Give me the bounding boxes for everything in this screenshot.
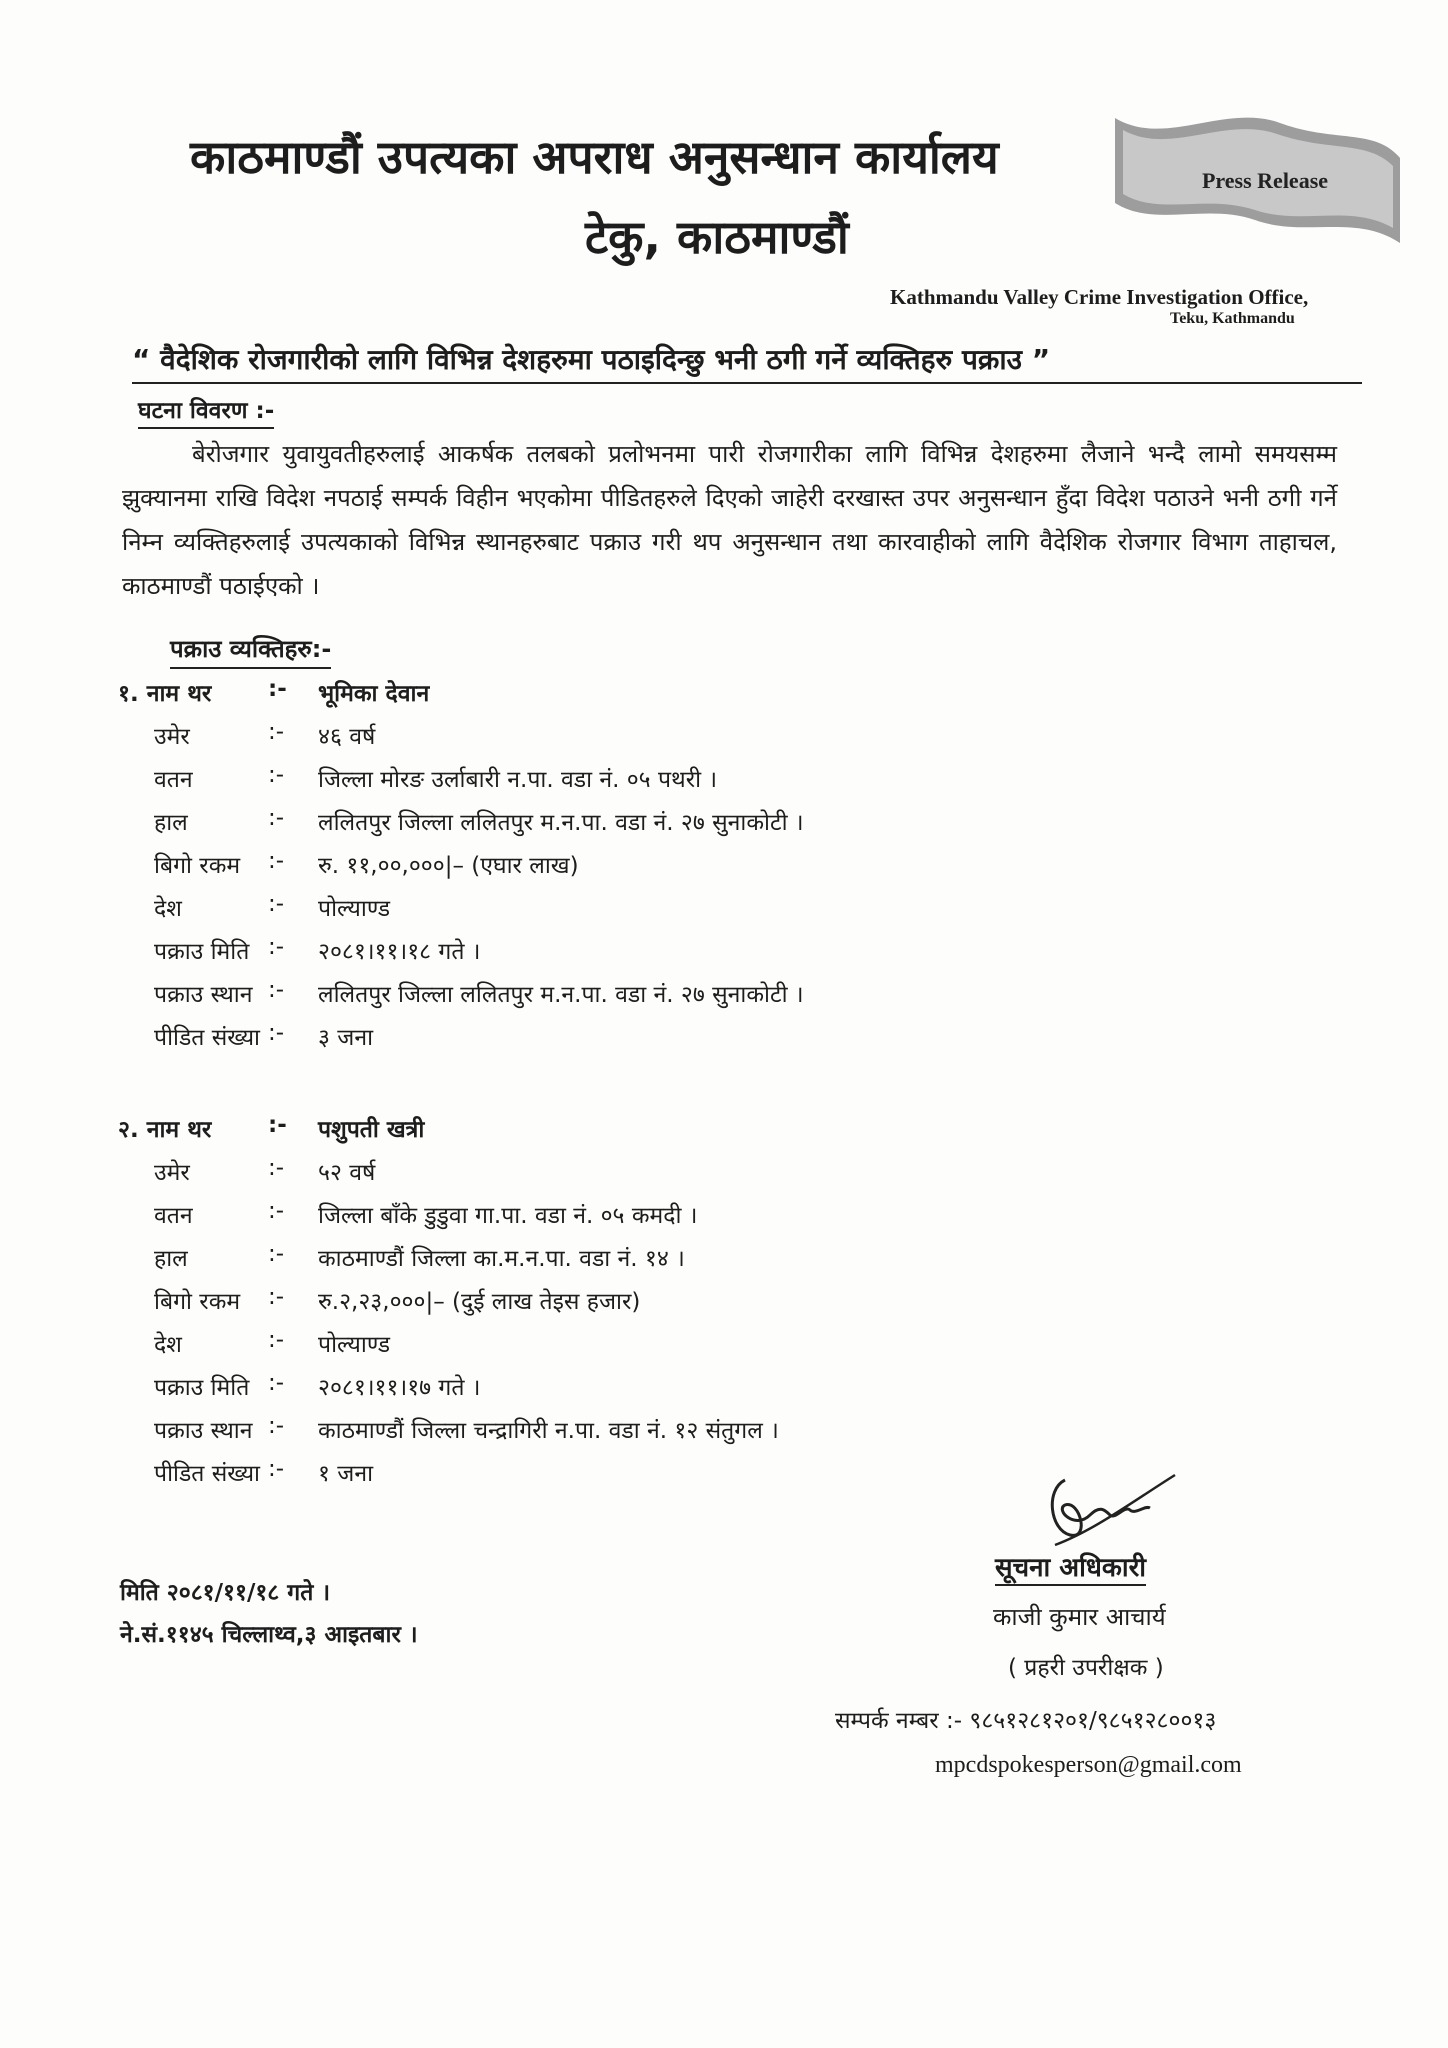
arrested-persons-label: पक्राउ व्यक्तिहरु:- (170, 632, 331, 669)
separator: :- (268, 805, 285, 831)
separator: :- (268, 977, 285, 1003)
contact-email[interactable]: mpcdspokesperson@gmail.com (935, 1752, 1242, 1778)
incident-heading: घटना विवरण :- (138, 393, 274, 429)
field-value: ३ जना (318, 1025, 374, 1051)
field-value: रु. ११,००,०००|– (एघार लाख) (318, 853, 579, 879)
field-value: रु.२,२३,०००|– (दुई लाख तेइस हजार) (318, 1289, 641, 1315)
separator: :- (268, 1327, 285, 1353)
field-label: पक्राउ मिति (154, 939, 250, 965)
field-label: देश (154, 1332, 182, 1358)
incident-paragraph: बेरोजगार युवायुवतीहरुलाई आकर्षक तलबको प्रलोभनमा पारी रोजगारीका लागि विभिन्न देशहरुमा लैजाने भन्दै लामो समयसम्म झुक्यानमा राखि विदेश नपठाई सम्पर्क विहीन भएकोमा पीडितहरुले दिएको जाहेरी दरखास्त उपर अनुसन्धान हुँदा विदेश पठाउने भनी ठगी गर्ने निम्न व्यक्तिहरुलाई उपत्यकाको विभिन्न स्थानहरुबाट पक्राउ गरी थप अनुसन्धान तथा कारवाहीको लागि वैदेशिक रोजगार विभाग ताहाचल, काठमाण्डौं पठाईएको । (122, 440, 1337, 600)
headline: “ वैदेशिक रोजगारीको लागि विभिन्न देशहरुमा पठाइदिन्छु भनी ठगी गर्ने व्यक्तिहरु पक्राउ ” (132, 340, 1362, 384)
field-value: काठमाण्डौं जिल्ला चन्द्रागिरी न.पा. वडा नं. १२ संतुगल । (318, 1418, 779, 1444)
separator: :- (268, 762, 285, 788)
field-value: ललितपुर जिल्ला ललितपुर म.न.पा. वडा नं. २७ सुनाकोटी । (318, 982, 804, 1008)
field-value: काठमाण्डौं जिल्ला का.म.न.पा. वडा नं. १४ । (318, 1246, 685, 1272)
separator: :- (268, 934, 285, 960)
separator: :- (268, 1456, 285, 1482)
person-name-label: १. नाम थर (118, 681, 212, 707)
person-name-label: २. नाम थर (118, 1117, 212, 1143)
separator: :- (268, 1198, 285, 1224)
field-label: पक्राउ स्थान (154, 982, 253, 1008)
field-label: पीडित संख्या (154, 1461, 261, 1487)
issue-date: मिति २०८१/११/१८ गते । (120, 1580, 331, 1606)
separator: :- (268, 1155, 285, 1181)
nepal-sambat-date: ने.सं.११४५ चिल्लाथ्व,३ आइतबार । (120, 1622, 418, 1648)
separator: :- (268, 891, 285, 917)
office-english-place: Teku, Kathmandu (1170, 310, 1295, 327)
field-value: ललितपुर जिल्ला ललितपुर म.न.पा. वडा नं. २७ सुनाकोटी । (318, 810, 804, 836)
field-label: वतन (154, 1203, 193, 1229)
separator: :- (268, 1370, 285, 1396)
field-label: वतन (154, 767, 193, 793)
separator: :- (268, 719, 285, 745)
field-value: जिल्ला बाँके डुडुवा गा.पा. वडा नं. ०५ कमदी । (318, 1203, 698, 1229)
office-location: टेकु, काठमाण्डौं (585, 210, 849, 264)
press-release-badge (1105, 108, 1405, 248)
field-value: पोल्याण्ड (318, 896, 391, 922)
field-value: पोल्याण्ड (318, 1332, 391, 1358)
separator: :- (268, 1020, 285, 1046)
person-name: पशुपती खत्री (318, 1117, 425, 1143)
office-english-name: Kathmandu Valley Crime Investigation Office, (890, 285, 1309, 309)
field-label: हाल (154, 810, 188, 836)
field-label: उमेर (154, 1160, 190, 1186)
field-label: हाल (154, 1246, 188, 1272)
officer-rank: ( प्रहरी उपरीक्षक ) (1008, 1655, 1164, 1681)
field-value: जिल्ला मोरङ उर्लाबारी न.पा. वडा नं. ०५ पथरी । (318, 767, 718, 793)
office-title: काठमाण्डौं उपत्यका अपराध अनुसन्धान कार्यालय (190, 130, 999, 184)
field-value: २०८१।११।१८ गते । (318, 939, 481, 965)
field-value: ५२ वर्ष (318, 1160, 376, 1186)
field-label: बिगो रकम (154, 853, 241, 879)
field-label: पीडित संख्या (154, 1025, 261, 1051)
officer-title: सूचना अधिकारी (995, 1548, 1146, 1586)
field-value: १ जना (318, 1461, 374, 1487)
field-label: पक्राउ स्थान (154, 1418, 253, 1444)
signature (1035, 1460, 1185, 1560)
officer-name: काजी कुमार आचार्य (993, 1603, 1166, 1631)
field-label: देश (154, 896, 182, 922)
person-name: भूमिका देवान (318, 681, 430, 707)
separator: :- (268, 848, 285, 874)
press-release-text: Press Release (1201, 168, 1329, 193)
field-label: पक्राउ मिति (154, 1375, 250, 1401)
field-value: २०८१।११।१७ गते । (318, 1375, 481, 1401)
separator: :- (268, 676, 287, 702)
separator: :- (268, 1413, 285, 1439)
separator: :- (268, 1112, 287, 1138)
separator: :- (268, 1241, 285, 1267)
field-label: उमेर (154, 724, 190, 750)
field-label: बिगो रकम (154, 1289, 241, 1315)
contact-numbers: सम्पर्क नम्बर :- ९८५१२८१२०१/९८५१२८००१३ (835, 1708, 1217, 1734)
separator: :- (268, 1284, 285, 1310)
field-value: ४६ वर्ष (318, 724, 376, 750)
